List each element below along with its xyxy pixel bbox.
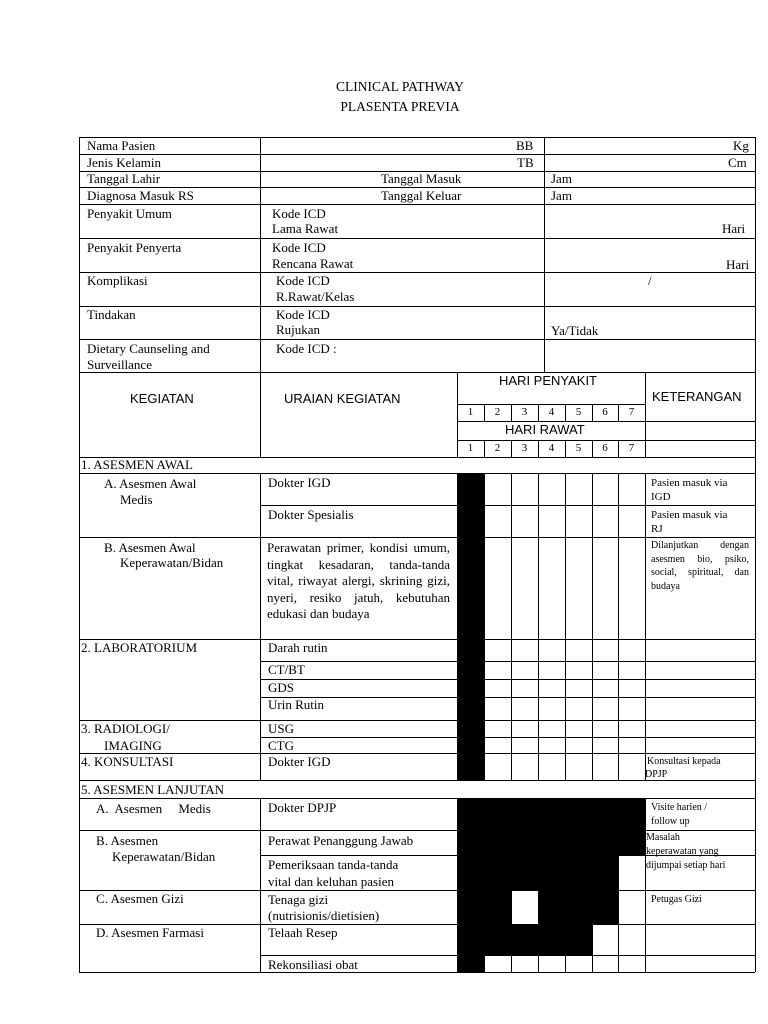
label-tanggal-masuk: Tanggal Masuk	[381, 171, 462, 186]
ket-konsultasi-2: DPJP	[645, 769, 668, 780]
label-kode-icd-2: Kode ICD	[272, 240, 326, 255]
label-a-asesmen-medis-2: Medis	[120, 492, 153, 507]
section-radiologi: 3. RADIOLOGI/	[81, 721, 170, 736]
cell-dokter-spesialis: Dokter Spesialis	[268, 507, 354, 522]
day-number: 3	[521, 442, 528, 454]
section-laboratorium: 2. LABORATORIUM	[81, 640, 198, 655]
ket-dilanjutkan: Dilanjutkan dengan asesmen bio, psiko, social, spiritual, dan budaya	[651, 540, 749, 592]
day-number: 5	[575, 406, 582, 418]
day-number: 4	[548, 442, 555, 454]
cell-tenaga-gizi-1: Tenaga gizi	[268, 892, 329, 907]
day-number: 4	[548, 406, 555, 418]
ket-visite-1: Visite harien /	[651, 802, 708, 813]
cell-perawat-pj: Perawat Penanggung Jawab	[268, 833, 414, 848]
header-uraian: URAIAN KEGIATAN	[284, 391, 401, 406]
label-rawat-kelas: R.Rawat/Kelas	[276, 289, 355, 304]
document-subtitle: PLASENTA PREVIA	[340, 99, 460, 114]
label-a-asesmen-medis: A. Asesmen Awal	[104, 476, 197, 491]
day-number: 3	[521, 406, 528, 418]
cell-pemeriksaan-2: vital dan keluhan pasien	[268, 874, 394, 889]
day-number: 1	[467, 442, 474, 454]
label-hari-2: Hari	[726, 257, 750, 272]
label-kode-icd-1: Kode ICD	[272, 206, 326, 221]
label-b-asesmen-kep: B. Asesmen Awal	[104, 540, 196, 555]
cell-rekonsiliasi-obat: Rekonsiliasi obat	[268, 957, 358, 972]
section-asesmen-lanjutan: 5. ASESMEN LANJUTAN	[81, 782, 225, 797]
ket-pasien-igd-2: IGD	[651, 491, 671, 503]
label-tanggal-lahir: Tanggal Lahir	[87, 171, 161, 186]
ket-masalah-3: dijumpai setiap hari	[646, 860, 726, 871]
label-b-asesmen-kep-lanj: B. Asesmen	[96, 833, 159, 848]
label-a-asesmen-medis-lanj: A. Asesmen Medis	[96, 801, 211, 816]
day-number: 6	[602, 406, 608, 418]
day-number: 6	[602, 442, 608, 454]
label-diagnosa-masuk: Diagnosa Masuk RS	[87, 188, 194, 203]
cell-ctg: CTG	[268, 738, 294, 753]
section-asesmen-awal: 1. ASESMEN AWAL	[81, 457, 193, 472]
cell-perawatan-primer: Perawatan primer, kondisi umum, tingkat kesadaran, tanda-tanda vital, riwayat alergi, skrining gizi, nyeri, resiko jatuh, kebutuhan edukasi dan budaya	[267, 540, 450, 622]
ket-petugas-gizi: Petugas Gizi	[651, 894, 702, 905]
cell-gds: GDS	[268, 680, 295, 695]
label-kode-icd-5: Kode ICD :	[276, 341, 337, 356]
day-number: 1	[467, 406, 474, 418]
cell-dokter-igd: Dokter IGD	[268, 475, 331, 490]
label-kg: Kg	[733, 138, 749, 153]
label-bb: BB	[516, 138, 534, 153]
label-dietary-1: Dietary Caunseling and	[87, 341, 210, 356]
label-rujukan: Rujukan	[276, 322, 321, 337]
label-tanggal-keluar: Tanggal Keluar	[381, 188, 462, 203]
header-hari-rawat: HARI RAWAT	[505, 422, 585, 437]
cell-urin-rutin: Urin Rutin	[268, 697, 324, 712]
label-nama-pasien: Nama Pasien	[87, 138, 156, 153]
day-number: 5	[575, 442, 582, 454]
label-jam-masuk: Jam	[551, 171, 572, 186]
header-hari-penyakit: HARI PENYAKIT	[499, 373, 598, 388]
label-tb: TB	[517, 155, 534, 170]
label-dietary-2: Surveillance	[87, 357, 152, 372]
header-keterangan: KETERANGAN	[652, 389, 742, 404]
header-kegiatan: KEGIATAN	[130, 391, 194, 406]
label-b-asesmen-kep-2: Keperawatan/Bidan	[120, 555, 224, 570]
cell-ct-bt: CT/BT	[268, 662, 305, 677]
day-number: 2	[494, 442, 501, 454]
day-number: 2	[494, 406, 501, 418]
ket-visite-2: follow up	[651, 816, 690, 827]
cell-tenaga-gizi-2: (nutrisionis/dietisien)	[268, 908, 380, 923]
label-penyakit-umum: Penyakit Umum	[87, 206, 172, 221]
label-rencana-rawat: Rencana Rawat	[272, 256, 354, 271]
section-radiologi-2: IMAGING	[104, 738, 162, 753]
label-d-asesmen-farmasi: D. Asesmen Farmasi	[96, 925, 204, 940]
label-b-asesmen-kep-lanj-2: Keperawatan/Bidan	[112, 849, 216, 864]
label-jam-keluar: Jam	[551, 188, 572, 203]
label-penyakit-penyerta: Penyakit Penyerta	[87, 240, 182, 255]
label-lama-rawat: Lama Rawat	[272, 221, 339, 236]
ket-pasien-rj-2: RJ	[651, 523, 663, 535]
label-jenis-kelamin: Jenis Kelamin	[87, 155, 162, 170]
cell-dokter-igd-konsul: Dokter IGD	[268, 754, 331, 769]
label-ya-tidak: Ya/Tidak	[551, 323, 599, 338]
label-cm: Cm	[728, 155, 747, 170]
ket-masalah-1: Masalah	[646, 832, 680, 843]
day-number: 7	[628, 442, 635, 454]
ket-masalah-2: keperawatan yang	[646, 846, 719, 857]
ket-pasien-rj-1: Pasien masuk via	[651, 509, 728, 521]
cell-usg: USG	[268, 721, 295, 736]
document-title: CLINICAL PATHWAY	[336, 79, 464, 94]
label-tindakan: Tindakan	[87, 307, 136, 322]
ket-konsultasi-1: Konsultasi kepada	[647, 756, 721, 767]
cell-pemeriksaan-1: Pemeriksaan tanda-tanda	[268, 857, 399, 872]
day-number: 7	[628, 406, 635, 418]
label-hari-1: Hari	[722, 221, 746, 236]
ket-pasien-igd-1: Pasien masuk via	[651, 477, 728, 489]
label-c-asesmen-gizi: C. Asesmen Gizi	[96, 891, 184, 906]
label-kode-icd-3: Kode ICD	[276, 273, 330, 288]
label-kode-icd-4: Kode ICD	[276, 307, 330, 322]
cell-telaah-resep: Telaah Resep	[268, 925, 338, 940]
cell-darah-rutin: Darah rutin	[268, 640, 328, 655]
cell-dokter-dpjp: Dokter DPJP	[268, 800, 337, 815]
label-komplikasi: Komplikasi	[87, 273, 148, 288]
section-konsultasi: 4. KONSULTASI	[81, 754, 174, 769]
label-slash: /	[648, 273, 652, 288]
